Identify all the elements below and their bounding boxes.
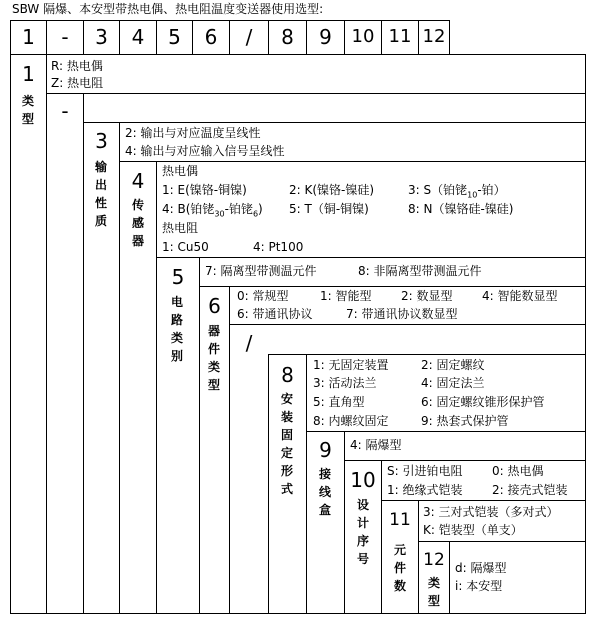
option-8-4: 4: 固定法兰	[421, 376, 485, 390]
option-10-2: 2: 接壳式铠装	[492, 483, 568, 497]
option-3-2: 2: 输出与对应温度呈线性	[125, 126, 261, 140]
header-cell-4: 4	[131, 25, 145, 49]
option-12-d: d: 隔爆型	[455, 561, 507, 575]
section-5-label: 电 路 类 别	[170, 295, 183, 363]
header-cell-12: 12	[422, 26, 446, 47]
option-8-8: 8: 内螺纹固定	[313, 414, 389, 428]
section-12-label: 类 型	[427, 576, 440, 608]
option-5-8: 8: 非隔离型带测温元件	[358, 264, 482, 278]
option-9-4: 4: 隔爆型	[350, 438, 402, 452]
section-9-label: 接 线 盒	[318, 467, 331, 517]
rtd-title: 热电阻	[162, 221, 199, 235]
option-4-k: 2: K(镍铬-镍硅)	[289, 183, 375, 197]
header-cell-11: 11	[388, 26, 412, 47]
option-10-0: 0: 热电偶	[492, 464, 544, 478]
option-z: Z: 热电阻	[51, 76, 104, 90]
section-11-number: 11	[389, 510, 411, 530]
option-4-n: 8: N（镍铬硅-镍硅)	[408, 202, 514, 216]
header-cell-1: 1	[22, 25, 35, 49]
header-cell-6: 6	[204, 25, 218, 49]
option-8-1: 1: 无固定装置	[313, 358, 389, 372]
section-10-number: 10	[350, 468, 376, 492]
option-8-9: 9: 热套式保护管	[421, 414, 509, 428]
header-cell-10: 10	[351, 26, 375, 47]
section-4-number: 4	[131, 169, 145, 193]
option-8-5: 5: 直角型	[313, 395, 365, 409]
option-11-k: K: 铠装型（单支）	[423, 523, 523, 537]
section-10-label: 设 计 序 号	[356, 498, 369, 566]
option-10-s: S: 引进铂电阻	[387, 464, 463, 478]
section-12-number: 12	[423, 550, 445, 570]
section-5-number: 5	[171, 265, 185, 289]
section-6-label: 器 件 类 型	[207, 324, 220, 392]
option-8-6: 6: 固定螺纹锥形保护管	[421, 395, 545, 409]
option-6-7: 7: 带通讯协议数显型	[346, 307, 458, 321]
option-6-2: 2: 数显型	[401, 289, 453, 303]
header-cell-5: 5	[168, 25, 181, 49]
option-10-1: 1: 绝缘式铠装	[387, 483, 463, 497]
option-r: R: 热电偶	[51, 59, 103, 73]
option-6-4: 4: 智能数显型	[482, 289, 558, 303]
section-2-number: -	[61, 99, 69, 123]
option-6-0: 0: 常规型	[237, 289, 289, 303]
option-4-cu50: 1: Cu50	[162, 240, 209, 254]
section-8-number: 8	[281, 363, 294, 387]
option-4-t: 5: T（铜-铜镍)	[289, 202, 369, 216]
option-5-7: 7: 隔离型带测温元件	[205, 264, 317, 278]
option-6-1: 1: 智能型	[320, 289, 372, 303]
header-cell-2: -	[61, 25, 69, 49]
option-4-s: 3: S（铂铑$_{10}$-铂）	[408, 183, 506, 200]
option-6-6: 6: 带通讯协议	[237, 307, 313, 321]
section-3-label: 输 出 性 质	[94, 160, 107, 228]
option-8-2: 2: 固定螺纹	[421, 358, 485, 372]
header-cell-9: 9	[319, 25, 332, 49]
section-1-label: 类 型	[21, 94, 34, 126]
option-8-3: 3: 活动法兰	[313, 376, 377, 390]
section-4-label: 传 感 器	[131, 198, 144, 248]
section-6-number: 6	[208, 294, 221, 318]
option-4-pt100: 4: Pt100	[253, 240, 304, 254]
option-4-b: 4: B(铂铑$_{30}$-铂铑$_6$)	[162, 202, 263, 219]
option-12-i: i: 本安型	[455, 579, 503, 593]
page-title: SBW 隔爆、本安型带热电偶、热电阻温度变送器使用选型:	[12, 2, 324, 16]
section-3-number: 3	[95, 129, 108, 153]
header-cell-3: 3	[95, 25, 108, 49]
option-3-4: 4: 输出与对应输入信号呈线性	[125, 144, 285, 158]
section-9-number: 9	[319, 438, 332, 462]
section-7-number: /	[245, 331, 253, 355]
thermocouple-title: 热电偶	[162, 164, 199, 178]
section-11-label: 元 件 数	[393, 543, 406, 593]
section-1-number: 1	[22, 62, 35, 86]
option-11-3: 3: 三对式铠装（多对式）	[423, 505, 559, 519]
header-cell-8: 8	[281, 25, 294, 49]
option-4-e: 1: E(镍铬-铜镍)	[162, 183, 247, 197]
section-8-label: 安 装 固 定 形 式	[280, 392, 293, 496]
header-cell-7: /	[245, 25, 253, 49]
